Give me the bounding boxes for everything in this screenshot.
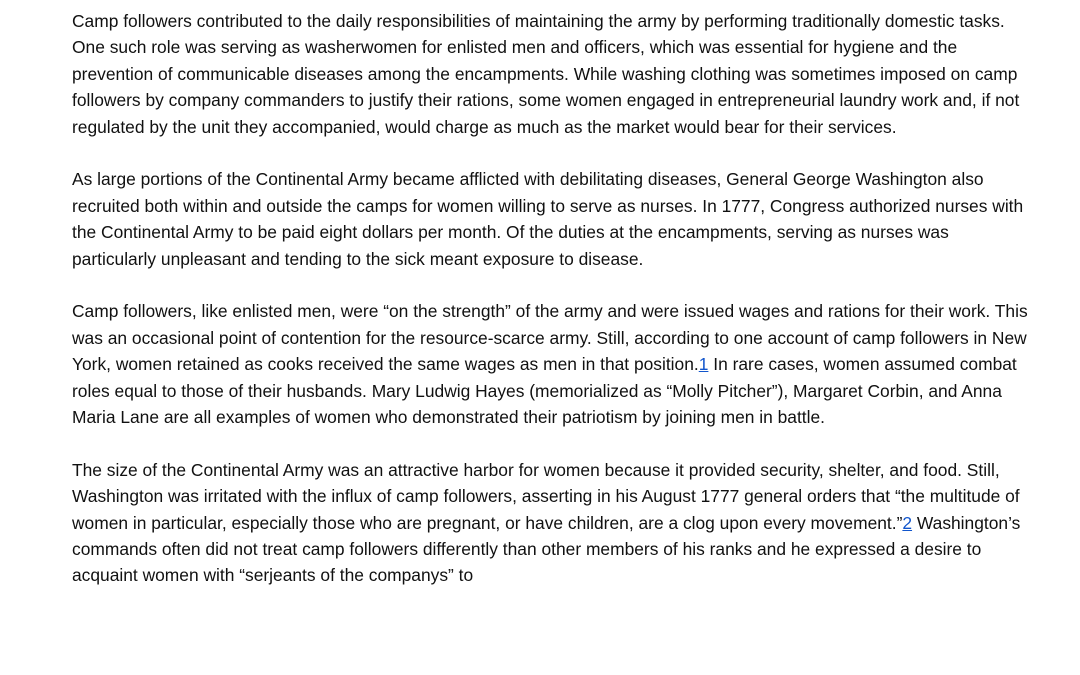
paragraph-text: As large portions of the Continental Army became afflicted with debilitating diseases, General George Washington also recruited both within and outside the camps for women willing to serve as nurses. In 1777, Congress authorized nurses with the Continental Army to be paid eight dollars per month. Of the duties at the encampments, serving as nurses was particularly unpleasant and tending to the sick meant exposure to disease. bbox=[72, 169, 1024, 269]
paragraph-text: Camp followers contributed to the daily responsibilities of maintaining the army by performing traditionally domestic tasks. One such role was serving as washerwomen for enlisted men and officers, which was essential for hygiene and the prevention of communicable diseases among the encampments. While washing clothing was sometimes imposed on camp followers by company commanders to justify their rations, some women engaged in entrepreneurial laundry work and, if not regulated by the unit they accompanied, would charge as much as the market would bear for their services. bbox=[72, 11, 1020, 137]
footnote-link-1[interactable]: 1 bbox=[698, 354, 709, 375]
paragraph-washington-orders bbox=[72, 457, 1032, 589]
footnote-link-2[interactable]: 2 bbox=[902, 512, 913, 533]
paragraph-wages-combat bbox=[72, 298, 1032, 430]
paragraph-nurses bbox=[72, 166, 1032, 272]
paragraph-text: Washington’s commands often did not treat camp followers differently than other members of his ranks and he expressed a desire to acquaint women with “serjeants of the companys” to bbox=[72, 512, 1021, 586]
paragraph-text: In rare cases, women assumed combat roles equal to those of their husbands. Mary Ludwig Hayes (memorialized as “Molly Pitcher”), Margaret Corbin, and Anna Maria Lane are all examples of women who demonstrated their patriotism by joining men in battle. bbox=[72, 354, 1017, 428]
document-body bbox=[72, 8, 1032, 615]
paragraph-text: Camp followers, like enlisted men, were “on the strength” of the army and were issued wages and rations for their work. This was an occasional point of contention for the resource-scarce army. Still, according to one account of camp followers in New York, women retained as cooks received the same wages as men in that position. bbox=[72, 301, 1028, 375]
paragraph-washerwomen bbox=[72, 8, 1032, 140]
paragraph-text: The size of the Continental Army was an attractive harbor for women because it provided security, shelter, and food. Still, Washington was irritated with the influx of camp followers, asserting in his August 1777 general orders that “the multitude of women in particular, especially those who are pregnant, or have children, are a clog upon every movement.” bbox=[72, 459, 1020, 533]
